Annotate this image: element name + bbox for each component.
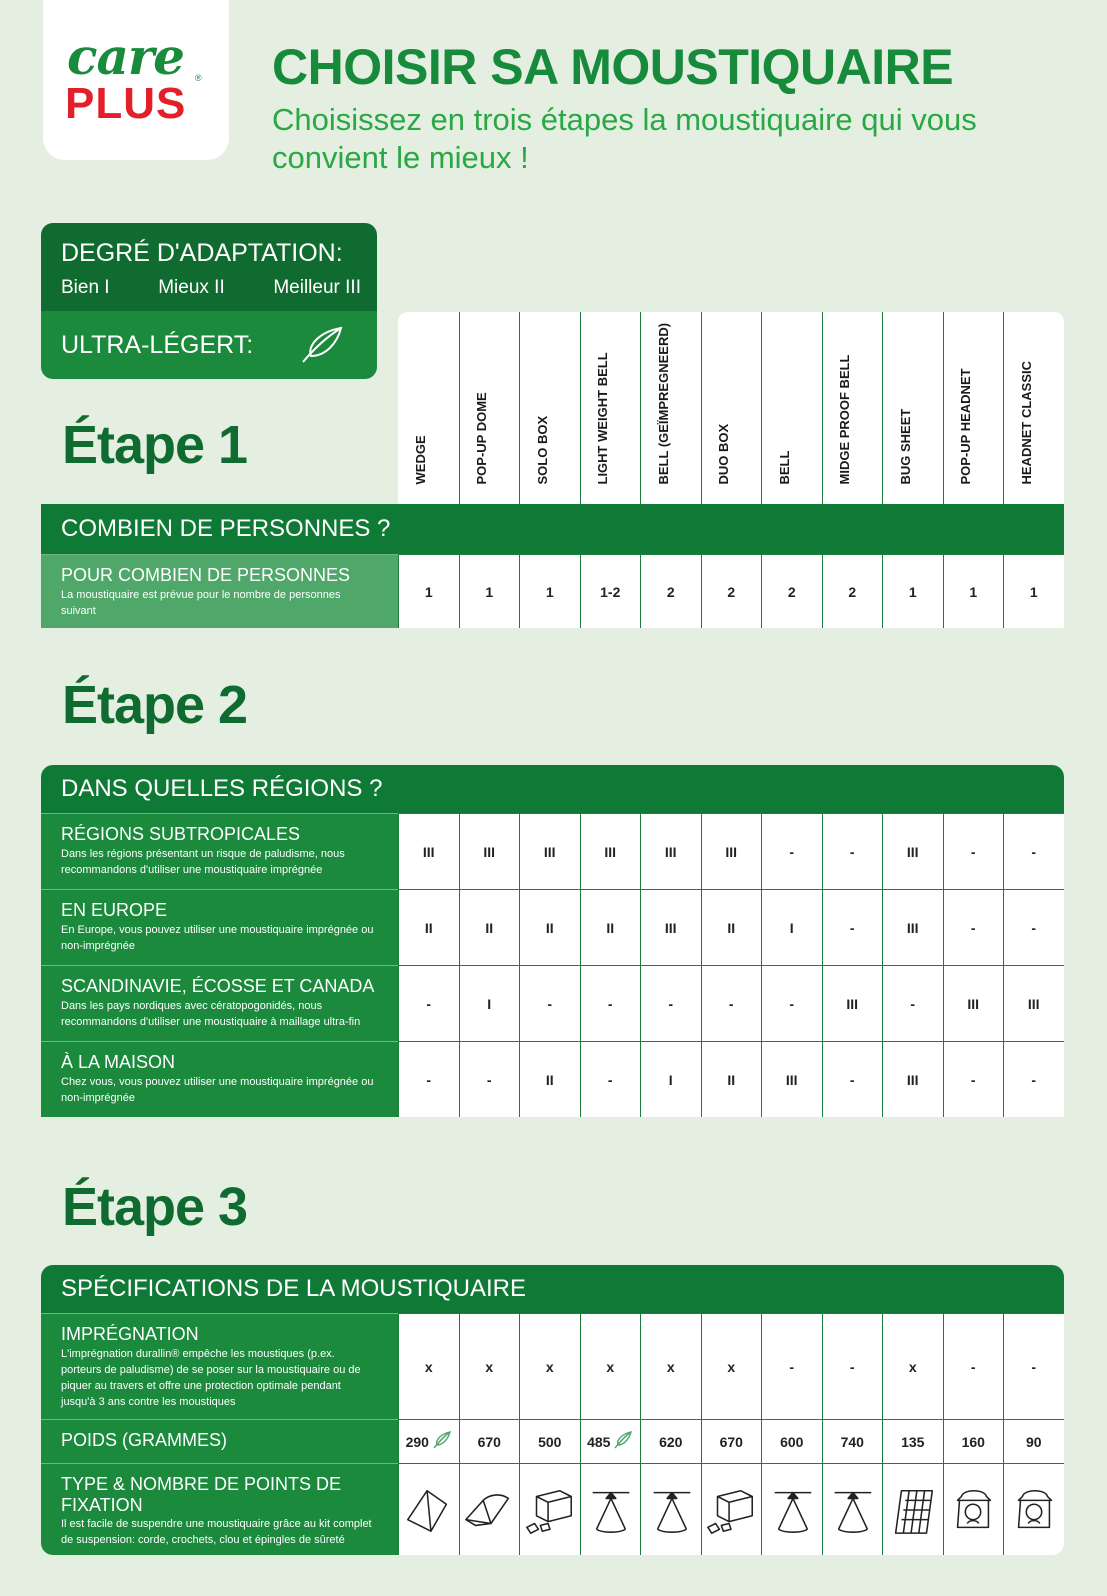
weight-value: 670 xyxy=(477,1433,501,1450)
weight-value: 290 xyxy=(405,1433,429,1450)
table-cell: 1 xyxy=(519,554,580,628)
table-cell: - xyxy=(943,1041,1004,1117)
row-title: EN EUROPE xyxy=(61,900,168,920)
table-cell: III xyxy=(519,813,580,889)
table-cell: III xyxy=(822,965,883,1041)
table-cell: III xyxy=(701,813,762,889)
table-cell: x xyxy=(882,1313,943,1419)
table-cell: - xyxy=(761,1313,822,1419)
row-label xyxy=(41,965,398,1041)
product-name: LIGHT WEIGHT BELL xyxy=(595,352,611,485)
table-cell: II xyxy=(398,889,459,965)
table-cell xyxy=(1003,1463,1064,1555)
table-cell xyxy=(398,1463,459,1555)
table-cell: x xyxy=(640,1313,701,1419)
product-header-8 xyxy=(822,312,883,504)
table-cell: - xyxy=(761,813,822,889)
table-cell xyxy=(882,1463,943,1555)
table-cell xyxy=(519,1419,580,1463)
table-row xyxy=(41,1313,1064,1419)
table-cell: III xyxy=(640,889,701,965)
table-cell: III xyxy=(459,813,520,889)
product-header-4 xyxy=(580,312,641,504)
table-cell: - xyxy=(1003,1041,1064,1117)
row-description: Dans les régions présentant un risque de paludisme, nous recommandons d'utiliser une moustiquaire imprégnée xyxy=(61,847,345,876)
weight-value: 600 xyxy=(780,1433,804,1450)
table-cell: - xyxy=(943,889,1004,965)
bell-shape-icon xyxy=(765,1480,819,1540)
table-cell xyxy=(701,1463,762,1555)
table-cell: - xyxy=(459,1041,520,1117)
table-cell: 1 xyxy=(882,554,943,628)
table-cell: x xyxy=(459,1313,520,1419)
weight-value: 500 xyxy=(538,1433,562,1450)
headnet-shape-icon xyxy=(1007,1480,1061,1540)
product-name: SOLO BOX xyxy=(534,415,550,485)
table-cell: 2 xyxy=(701,554,762,628)
product-name: DUO BOX xyxy=(716,423,732,485)
table-row xyxy=(41,1419,1064,1463)
table-cell: II xyxy=(519,889,580,965)
product-header-5 xyxy=(640,312,701,504)
product-column-headers xyxy=(398,312,1064,504)
logo-registered-mark: ® xyxy=(195,73,202,83)
product-name: BELL xyxy=(776,450,792,485)
page-subtitle: Choisissez en trois étapes la moustiquaire qui vous convient le mieux ! xyxy=(272,102,977,175)
table-cell: I xyxy=(459,965,520,1041)
legend-level-1: Bien I xyxy=(61,277,110,298)
table-cell: III xyxy=(398,813,459,889)
table-cell: - xyxy=(822,1041,883,1117)
product-name: POP-UP DOME xyxy=(474,392,490,485)
weight-value: 135 xyxy=(901,1433,925,1450)
headnet-shape-icon xyxy=(946,1480,1000,1540)
table-row xyxy=(41,889,1064,965)
table-cell: III xyxy=(1003,965,1064,1041)
table-cell: II xyxy=(701,1041,762,1117)
table-cell: x xyxy=(580,1313,641,1419)
table-cell: - xyxy=(580,965,641,1041)
table-cell: - xyxy=(580,1041,641,1117)
weight-value: 670 xyxy=(719,1433,743,1450)
legend-level-3: Meilleur III xyxy=(273,277,361,298)
table-row xyxy=(41,554,1064,628)
table-cell: III xyxy=(882,813,943,889)
legend-heading: DEGRÉ D'ADAPTATION: xyxy=(61,239,343,267)
row-description: L'imprégnation durallin® empêche les moustiques (p.ex. porteurs de paludisme) de se poser sur la moustiquaire ou de piquer au travers et offre une protection optimale pendant jusqu'à 3 ans contre les moustiques xyxy=(61,1347,361,1408)
product-header-7 xyxy=(761,312,822,504)
table-cell: x xyxy=(519,1313,580,1419)
table-cell: - xyxy=(519,965,580,1041)
dome-shape-icon xyxy=(462,1480,516,1540)
row-description: Il est facile de suspendre une moustiquaire grâce au kit complet de suspension: corde, crochets, clou et épingles de sûreté xyxy=(61,1518,372,1547)
table-cell: III xyxy=(882,889,943,965)
row-label xyxy=(41,813,398,889)
table-cell: 1 xyxy=(943,554,1004,628)
row-title: RÉGIONS SUBTROPICALES xyxy=(61,824,301,844)
product-header-3 xyxy=(519,312,580,504)
row-label xyxy=(41,1313,398,1419)
row-title: TYPE & NOMBRE DE POINTS DE FIXATION xyxy=(61,1474,342,1515)
step3-heading: Étape 3 xyxy=(62,1177,248,1237)
table-cell xyxy=(398,1419,459,1463)
weight-value: 485 xyxy=(587,1433,611,1450)
table-cell: - xyxy=(822,813,883,889)
feather-icon xyxy=(432,1430,452,1453)
legend-adaptation xyxy=(41,223,377,311)
table-cell xyxy=(519,1463,580,1555)
product-name: POP-UP HEADNET xyxy=(958,368,974,485)
feather-icon xyxy=(613,1430,633,1453)
table-cell: - xyxy=(761,965,822,1041)
table-cell xyxy=(459,1419,520,1463)
table-cell xyxy=(822,1419,883,1463)
step3-section-bar xyxy=(41,1265,1064,1313)
step2-section-bar xyxy=(41,765,1064,813)
weight-value: 160 xyxy=(961,1433,985,1450)
row-description: En Europe, vous pouvez utiliser une moustiquaire imprégnée ou non-imprégnée xyxy=(61,923,374,952)
table-cell: III xyxy=(943,965,1004,1041)
table-cell xyxy=(580,1419,641,1463)
product-name: BUG SHEET xyxy=(897,408,913,485)
table-cell xyxy=(943,1419,1004,1463)
brand-logo xyxy=(43,0,229,160)
table-cell: - xyxy=(822,1313,883,1419)
table-cell xyxy=(580,1463,641,1555)
table-cell xyxy=(943,1463,1004,1555)
table-cell: 1 xyxy=(398,554,459,628)
table-cell: III xyxy=(761,1041,822,1117)
row-description: Chez vous, vous pouvez utiliser une moustiquaire imprégnée ou non-imprégnée xyxy=(61,1075,374,1104)
table-cell xyxy=(701,1419,762,1463)
row-title: POUR COMBIEN DE PERSONNES xyxy=(61,565,351,585)
table-cell xyxy=(640,1419,701,1463)
table-cell: - xyxy=(822,889,883,965)
table-cell: II xyxy=(580,889,641,965)
table-row xyxy=(41,965,1064,1041)
row-label xyxy=(41,554,398,628)
table-cell: II xyxy=(519,1041,580,1117)
row-label xyxy=(41,889,398,965)
product-name: BELL (GEÏMPREGNEERD) xyxy=(655,322,671,485)
table-cell xyxy=(761,1463,822,1555)
table-cell xyxy=(822,1463,883,1555)
table-cell xyxy=(882,1419,943,1463)
sheet-shape-icon xyxy=(886,1480,940,1540)
table-cell: - xyxy=(1003,889,1064,965)
table-cell: III xyxy=(580,813,641,889)
product-header-11 xyxy=(1003,312,1064,504)
table-cell: - xyxy=(943,1313,1004,1419)
step2-heading: Étape 2 xyxy=(62,675,248,735)
table-cell: 1 xyxy=(1003,554,1064,628)
step3-section-title: SPÉCIFICATIONS DE LA MOUSTIQUAIRE xyxy=(61,1275,526,1302)
product-name: WEDGE xyxy=(413,435,429,485)
table-cell: 2 xyxy=(761,554,822,628)
table-cell: 2 xyxy=(640,554,701,628)
product-header-6 xyxy=(701,312,762,504)
logo-plus-text: PLUS xyxy=(65,79,187,128)
box-shape-icon xyxy=(704,1480,758,1540)
table-cell: I xyxy=(761,889,822,965)
table-cell: 1 xyxy=(459,554,520,628)
table-cell: 1-2 xyxy=(580,554,641,628)
table-cell: II xyxy=(459,889,520,965)
table-cell: II xyxy=(701,889,762,965)
table-row xyxy=(41,1041,1064,1117)
product-header-10 xyxy=(943,312,1004,504)
table-row xyxy=(41,1463,1064,1555)
legend-levels xyxy=(61,277,361,299)
table-cell: x xyxy=(398,1313,459,1419)
table-cell: 2 xyxy=(822,554,883,628)
legend-box xyxy=(41,223,377,379)
feather-icon xyxy=(299,324,345,366)
table-cell: III xyxy=(640,813,701,889)
wedge-shape-icon xyxy=(402,1480,456,1540)
weight-value: 620 xyxy=(659,1433,683,1450)
table-cell: I xyxy=(640,1041,701,1117)
product-name: HEADNET CLASSIC xyxy=(1018,360,1034,485)
legend-ultra-label: ULTRA-LÉGERT: xyxy=(61,331,254,359)
row-description: La moustiquaire est prévue pour le nombre de personnes suivant xyxy=(61,588,341,617)
table-cell: - xyxy=(943,813,1004,889)
row-title: SCANDINAVIE, ÉCOSSE ET CANADA xyxy=(61,976,375,996)
row-title: IMPRÉGNATION xyxy=(61,1324,199,1344)
row-label xyxy=(41,1419,398,1463)
row-title: À LA MAISON xyxy=(61,1052,176,1072)
weight-value: 90 xyxy=(1025,1433,1042,1450)
table-cell: III xyxy=(882,1041,943,1117)
product-header-2 xyxy=(459,312,520,504)
table-cell xyxy=(640,1463,701,1555)
product-header-1 xyxy=(398,312,459,504)
table-cell xyxy=(459,1463,520,1555)
table-cell: - xyxy=(1003,1313,1064,1419)
step1-section-bar xyxy=(41,504,1064,554)
table-cell: - xyxy=(701,965,762,1041)
table-cell xyxy=(761,1419,822,1463)
step1-heading: Étape 1 xyxy=(62,415,248,475)
step2-section-title: DANS QUELLES RÉGIONS ? xyxy=(61,775,383,802)
legend-level-2: Mieux II xyxy=(158,277,225,298)
row-label xyxy=(41,1041,398,1117)
page-title: CHOISIR SA MOUSTIQUAIRE xyxy=(272,39,954,95)
product-header-9 xyxy=(882,312,943,504)
table-cell: - xyxy=(398,965,459,1041)
box-shape-icon xyxy=(523,1480,577,1540)
table-cell: - xyxy=(398,1041,459,1117)
row-title: POIDS (GRAMMES) xyxy=(61,1430,228,1450)
step1-section-title: COMBIEN DE PERSONNES ? xyxy=(61,515,391,542)
bell-shape-icon xyxy=(644,1480,698,1540)
table-cell: - xyxy=(640,965,701,1041)
logo-care-text: care xyxy=(67,27,184,86)
weight-value: 740 xyxy=(840,1433,864,1450)
row-description: Dans les pays nordiques avec cératopogonidés, nous recommandons d'utiliser une moustiquaire à maillage ultra-fin xyxy=(61,999,361,1028)
table-cell: - xyxy=(1003,813,1064,889)
table-cell: x xyxy=(701,1313,762,1419)
product-name: MIDGE PROOF BELL xyxy=(837,354,853,485)
table-cell xyxy=(1003,1419,1064,1463)
bell-shape-icon xyxy=(583,1480,637,1540)
bell-shape-icon xyxy=(825,1480,879,1540)
legend-ultra-light xyxy=(41,311,377,379)
table-cell: - xyxy=(882,965,943,1041)
row-label xyxy=(41,1463,398,1555)
table-row xyxy=(41,813,1064,889)
